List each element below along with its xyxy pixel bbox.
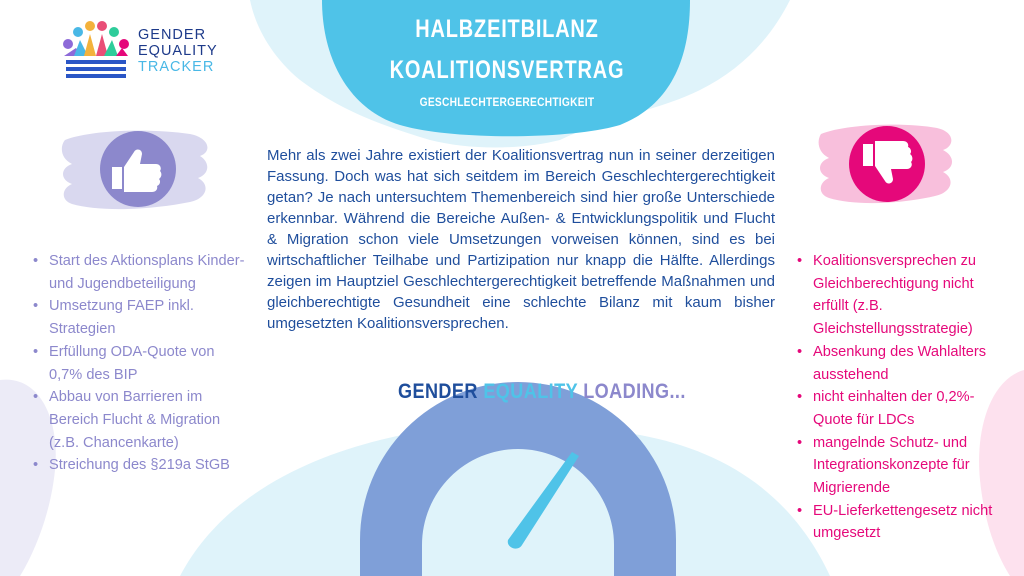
list-item: • Abbau von Barrieren im Bereich Flucht & Migration (z.B. Chancenkarte) (33, 386, 248, 454)
logo-text (138, 27, 218, 75)
logo-line3: TRACKER (138, 59, 215, 75)
list-item: • Absenkung des Wahlalters ausstehend (797, 341, 1012, 386)
subtitle: GESCHLECHTERGERECHTIGKEIT (419, 95, 595, 109)
logo-line2: EQUALITY (138, 43, 218, 59)
negative-list (797, 250, 1012, 545)
logo-line1: GENDER (138, 27, 207, 43)
list-item: • nicht einhalten der 0,2%-Quote für LDCs (797, 386, 1012, 431)
title-line1: HALBZEITBILANZ (415, 15, 599, 43)
title-line2: KOALITIONSVERTRAG (389, 56, 625, 84)
thumbs-down-badge (815, 118, 955, 210)
list-item: • Koalitionsversprechen zu Gleichberechtigung nicht erfüllt (z.B. Gleichstellungsstrategie) (797, 250, 1012, 341)
list-item: • mangelnde Schutz- und Integrationskonzepte für Migrierende (797, 432, 1012, 500)
list-item: • EU-Lieferkettengesetz nicht umgesetzt (797, 500, 1012, 545)
logo-figures-icon (60, 18, 132, 80)
thumbs-up-badge (60, 122, 215, 217)
list-item: • Erfüllung ODA-Quote von 0,7% des BIP (33, 341, 248, 386)
list-item: • Umsetzung FAEP inkl. Strategien (33, 295, 248, 340)
loading-word3: LOADING... (583, 380, 686, 403)
loading-word1: GENDER (398, 380, 478, 403)
list-item: • Streichung des §219a StGB (33, 454, 248, 477)
list-item: • Start des Aktionsplans Kinder- und Jugendbeteiligung (33, 250, 248, 295)
gender-equality-loading (398, 380, 686, 404)
loading-word2: EQUALITY (483, 380, 578, 403)
positive-list (33, 250, 248, 477)
intro-paragraph: Mehr als zwei Jahre existiert der Koalitionsvertrag nun in seiner derzeitigen Fassung. Doch was hat sich seitdem im Bereich Geschlechtergerechtigkeit getan? Je nach untersuchtem Themenbereich sind hier große Unterschiede erkennbar. Während die Bereiche Außen- & Entwicklungspolitik und Flucht & Migration schon viele Umsetzungen vorweisen können, sind es bei wirtschaftlicher Teilhabe und Partizipation nur knapp die Hälfte. Allerdings zeigen im Hauptziel Geschlechtergerechtigkeit betreffende Maßnahmen und gleichberechtigte Gesundheit eine schlechte Bilanz mit kaum bisher umgesetzten Koalitionsversprechen. (267, 147, 775, 332)
